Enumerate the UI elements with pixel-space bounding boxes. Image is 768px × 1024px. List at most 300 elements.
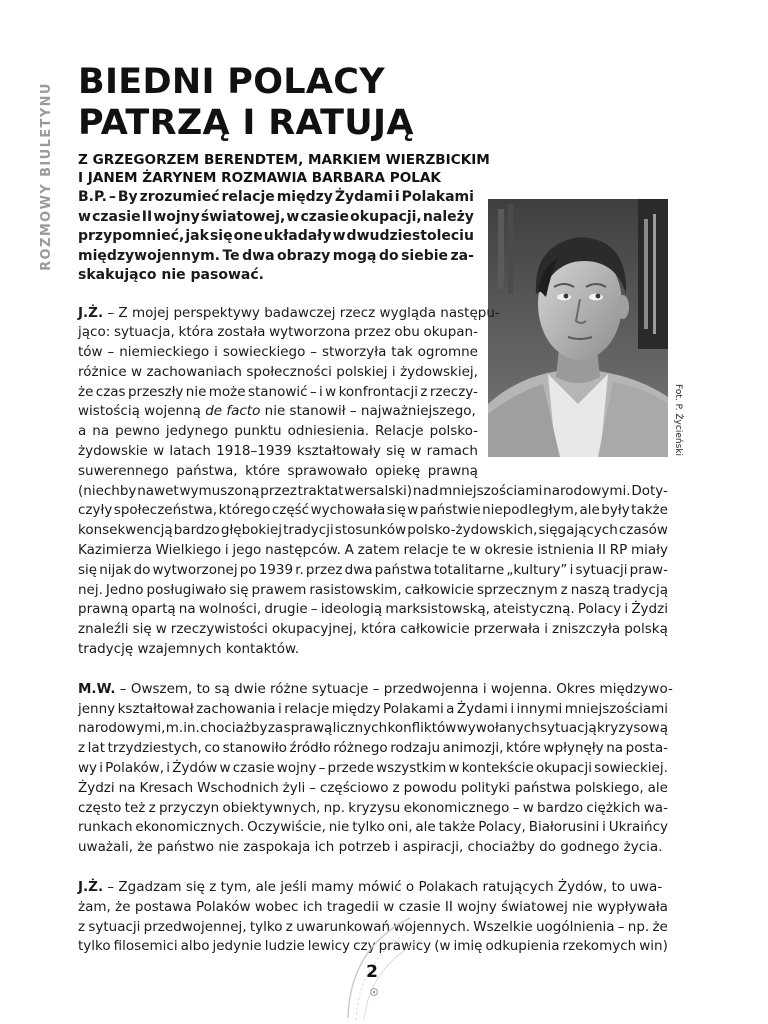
word: też xyxy=(124,799,146,816)
word: na xyxy=(606,740,624,757)
word: nawet xyxy=(137,482,179,499)
word: np. xyxy=(627,918,650,935)
word: ale xyxy=(579,502,600,519)
word: międzywojennym. xyxy=(78,247,220,264)
word: i xyxy=(166,760,170,777)
word: i xyxy=(99,760,103,777)
word: się xyxy=(132,621,152,638)
word: sprzecznym xyxy=(476,581,558,598)
word: żydowskie xyxy=(78,443,148,460)
para-line xyxy=(78,561,668,581)
word: „kultury” xyxy=(506,561,568,578)
word: runkach xyxy=(78,819,133,836)
word: lat xyxy=(87,740,105,757)
word: stanowić xyxy=(247,383,308,400)
word: się xyxy=(229,581,249,598)
word: że xyxy=(115,898,131,915)
word: (w xyxy=(434,938,451,955)
photo-credit-text: Fot. P. Życieński xyxy=(673,384,684,456)
word: okupan- xyxy=(423,324,478,341)
word: Wschodnich xyxy=(197,779,279,796)
word: polskiej xyxy=(336,363,388,380)
para-line xyxy=(78,422,478,442)
para-line xyxy=(78,878,668,898)
word: win) xyxy=(639,938,668,955)
word: wszystkim xyxy=(376,760,447,777)
word: rodzaju xyxy=(390,740,440,757)
word: częściowo xyxy=(319,779,389,796)
subtitle-line-1: Z GRZEGORZEM BERENDTEM, MARKIEM WIERZBICKIM xyxy=(78,152,490,168)
word: nej. xyxy=(78,581,103,598)
para-line: uważali, że państwo nie zaspokaja ich potrzeb i aspiracji, chociażby do godnego życia. xyxy=(78,839,663,856)
intro-line xyxy=(78,188,474,208)
answer-mw xyxy=(78,680,673,858)
para-line xyxy=(78,521,668,541)
word: bardzo xyxy=(537,799,584,816)
intro-line: skakująco nie pasować. xyxy=(78,267,264,283)
word: i xyxy=(544,621,548,638)
speaker-label: M.W. xyxy=(78,680,116,697)
word: nie xyxy=(572,898,593,915)
word: przyczyn xyxy=(158,799,220,816)
word: Polacy, xyxy=(478,819,526,836)
subtitle-line-2: I JANEM ŻARYNEM ROZMAWIA BARBARA POLAK xyxy=(78,170,441,186)
word: została xyxy=(217,324,266,341)
word: – xyxy=(310,601,318,618)
word: Polaków, xyxy=(105,760,165,777)
word: sowieckiego xyxy=(222,344,306,361)
word: przez xyxy=(305,561,343,578)
para-line xyxy=(78,482,668,502)
word: do xyxy=(378,247,399,264)
word: i xyxy=(602,819,606,836)
word: z xyxy=(78,918,86,935)
word: z xyxy=(285,918,293,935)
para-line-text: wistością wojenną xyxy=(78,403,206,420)
word: przeszły xyxy=(127,383,184,400)
para-line xyxy=(78,402,478,422)
word: np. xyxy=(323,799,346,816)
word: jąco: xyxy=(78,324,111,341)
word: wolności, xyxy=(198,601,262,618)
word: relacje xyxy=(284,700,330,717)
word: w xyxy=(407,502,419,519)
word: te xyxy=(452,542,466,559)
title-line-2: PATRZĄ I RATUJĄ xyxy=(78,103,414,143)
word: latach xyxy=(169,443,211,460)
word: kryzysową xyxy=(596,720,668,737)
word: się xyxy=(386,443,406,460)
para-line xyxy=(78,799,668,819)
word: nie xyxy=(185,383,207,400)
word: nie xyxy=(328,819,350,836)
word: Wszelkie xyxy=(473,918,533,935)
word: i xyxy=(569,561,574,578)
word: okupacji xyxy=(536,760,592,777)
word: z xyxy=(78,740,86,757)
word: że xyxy=(78,383,94,400)
para-line xyxy=(78,363,478,383)
word: postawa xyxy=(134,898,192,915)
word: i xyxy=(224,542,229,559)
word: bardzo xyxy=(173,522,220,539)
word: odniesienia. xyxy=(287,423,370,440)
word: wobec xyxy=(254,898,299,915)
word: narodowymi. xyxy=(543,482,631,499)
section-tag xyxy=(30,74,62,278)
word: jego xyxy=(232,542,262,559)
word: polskiego, xyxy=(575,779,644,796)
word: także xyxy=(631,502,668,519)
word: dwa xyxy=(242,247,275,264)
word: II xyxy=(444,898,453,915)
word: prawną xyxy=(427,462,478,479)
word: wytworzonej xyxy=(152,561,238,578)
word: i xyxy=(391,363,396,380)
word: sprawą xyxy=(283,720,333,737)
para-line xyxy=(78,462,478,482)
word: rasistowskim, xyxy=(309,581,402,598)
word: traktat xyxy=(297,482,344,499)
intro-line xyxy=(78,227,474,247)
word: lewicy xyxy=(307,938,351,955)
word: z xyxy=(420,383,428,400)
word: państwa, xyxy=(176,462,238,479)
intro-line xyxy=(78,208,474,228)
word: także xyxy=(438,819,476,836)
word: ludzie xyxy=(264,938,305,955)
word: relacje xyxy=(221,189,275,205)
word: niemieckiego xyxy=(119,344,210,361)
word: sytuacji xyxy=(575,561,628,578)
word: czas xyxy=(95,383,126,400)
word: opiekę xyxy=(375,462,421,479)
word: mniejszościami xyxy=(439,482,543,499)
word: zniszczyła xyxy=(552,621,621,638)
para-line xyxy=(78,680,673,700)
word: obiektywnych, xyxy=(222,799,321,816)
word: licznych xyxy=(332,720,388,737)
para-line xyxy=(78,818,668,838)
word: powodu xyxy=(403,779,457,796)
word: czasie xyxy=(398,898,441,915)
speaker-label: J.Ż. xyxy=(78,879,104,896)
word: państwie xyxy=(419,502,481,519)
word: tradycji xyxy=(283,522,334,539)
word: filosemici xyxy=(113,938,178,955)
word: rzeczywistości xyxy=(170,621,268,638)
word: zachowaniach xyxy=(146,363,242,380)
word: – xyxy=(318,760,326,777)
word: istnienia xyxy=(536,542,595,559)
word: ekonomicznych. xyxy=(135,819,245,836)
word: uwarunkowań xyxy=(296,918,391,935)
word: sowieckiej. xyxy=(594,760,668,777)
word: Polacy xyxy=(577,601,622,618)
para-line xyxy=(78,759,668,779)
word: Kazimierza xyxy=(78,542,152,559)
para-line xyxy=(78,620,668,640)
word: trzydziestych, xyxy=(107,740,202,757)
word: kontekście xyxy=(461,760,534,777)
article-subtitle xyxy=(78,151,598,187)
word: należy xyxy=(422,208,474,225)
word: tów xyxy=(78,344,103,361)
word: i xyxy=(278,700,282,717)
word: Polaków xyxy=(195,898,251,915)
word: RP xyxy=(609,542,628,559)
word: oni, xyxy=(387,819,413,836)
word: rzeczy- xyxy=(429,383,478,400)
article-body xyxy=(78,188,672,957)
word: Żydzi xyxy=(78,779,115,796)
word: drugie xyxy=(264,601,308,618)
para-line xyxy=(78,719,668,739)
word: rzekomych xyxy=(562,938,637,955)
word: wytworzona xyxy=(269,324,351,341)
intro-question xyxy=(78,188,474,286)
word: – xyxy=(107,344,115,361)
word: Te xyxy=(222,247,240,264)
word: układały xyxy=(263,228,332,244)
word: – xyxy=(108,189,116,205)
word: wychowała xyxy=(310,502,386,519)
para-line xyxy=(78,501,668,521)
word: może xyxy=(208,383,246,400)
word: z xyxy=(148,799,156,816)
word: w xyxy=(219,760,231,777)
word: tylko xyxy=(249,918,283,935)
word: się xyxy=(209,228,233,244)
word: stanowiło xyxy=(222,740,287,757)
word: w xyxy=(410,443,422,460)
word: zrozumieć xyxy=(139,189,220,205)
word: dwa xyxy=(344,561,373,578)
word: albo xyxy=(180,938,210,955)
word: sytuacją xyxy=(540,720,597,737)
word: konfrontacji xyxy=(338,383,419,400)
word: A xyxy=(344,542,354,559)
word: siebie xyxy=(401,247,449,264)
word: w xyxy=(383,898,395,915)
word: się xyxy=(78,561,98,578)
word: totalitarne xyxy=(433,561,505,578)
word: w xyxy=(131,363,143,380)
word: (niechby xyxy=(78,482,137,499)
word: w xyxy=(469,542,481,559)
word: one xyxy=(233,228,263,244)
word: światowej, xyxy=(200,208,286,225)
word: B.P. xyxy=(78,189,107,205)
word: kształtował xyxy=(117,700,194,717)
word: co xyxy=(204,740,221,757)
para-line xyxy=(78,541,668,561)
word: w xyxy=(332,228,346,244)
word: wpłynęły xyxy=(543,740,604,757)
para-line xyxy=(78,700,668,720)
word: tak xyxy=(391,344,413,361)
word: sięgających xyxy=(538,522,618,539)
word: światowej xyxy=(501,898,568,915)
word: wojny xyxy=(153,208,200,225)
word: zachowania xyxy=(196,700,276,717)
word: wersalski) xyxy=(344,482,413,499)
word: stosunków xyxy=(334,522,407,539)
word: i xyxy=(624,601,629,618)
word: tragedii xyxy=(326,898,379,915)
word: czasie xyxy=(92,208,141,225)
word: miały xyxy=(630,542,668,559)
word: By xyxy=(117,189,138,205)
word: były xyxy=(601,502,630,519)
word: ciężkich xyxy=(586,799,641,816)
word: sytuacji xyxy=(88,918,141,935)
para-line-text: – Z mojej perspektywy badawczej rzecz wygląda następu- xyxy=(103,304,500,321)
word: polsko- xyxy=(429,423,478,440)
word: obrazy xyxy=(277,247,331,264)
word: przerwała xyxy=(473,621,541,638)
word: konfliktów xyxy=(387,720,457,737)
word: mogą xyxy=(332,247,377,264)
para-line xyxy=(78,739,668,759)
word: za- xyxy=(450,247,474,264)
word: relacje xyxy=(403,542,449,559)
word: sytuacja, xyxy=(113,324,175,341)
word: posta- xyxy=(625,740,668,757)
word: a xyxy=(446,700,455,717)
word: żyli xyxy=(282,779,306,796)
word: między xyxy=(276,189,333,205)
word: obu xyxy=(394,324,420,341)
word: Oczywiście, xyxy=(247,819,326,836)
word: żydowskiej, xyxy=(400,363,478,380)
word: wymuszoną xyxy=(179,482,260,499)
word: czasie xyxy=(300,208,350,225)
para-line-text: nie stanowił – najważniejszego, xyxy=(260,403,476,420)
word: II xyxy=(141,208,153,225)
section-tag-label: ROZMOWY BIULETYNU xyxy=(38,81,54,271)
word: marksistowską, xyxy=(385,601,490,618)
word: która xyxy=(361,621,397,638)
word: różnice xyxy=(78,363,127,380)
word: m.in. xyxy=(165,720,200,737)
word: i xyxy=(214,344,218,361)
word: Żydami xyxy=(334,189,393,205)
para-line xyxy=(78,323,478,343)
word: – xyxy=(309,779,316,796)
word: przez xyxy=(260,482,297,499)
word: z xyxy=(392,779,400,796)
para-line xyxy=(78,442,478,462)
word: mniejszościami xyxy=(564,700,668,717)
word: część xyxy=(271,502,310,519)
word: głębokiej xyxy=(220,522,283,539)
word: między xyxy=(331,700,381,717)
word: państwa xyxy=(374,561,432,578)
word: okupacji, xyxy=(350,208,422,225)
word: czy xyxy=(353,938,376,955)
word: jak xyxy=(185,228,209,244)
word: naszą xyxy=(570,581,610,598)
word: z xyxy=(560,581,568,598)
word: w xyxy=(448,760,460,777)
word: ekonomicznego xyxy=(403,799,510,816)
word: i xyxy=(319,383,323,400)
word: suwerennego xyxy=(78,462,169,479)
word: znaleźli xyxy=(78,621,129,638)
word: Polakami xyxy=(383,700,444,717)
word: 1918–1939 xyxy=(216,443,292,460)
word: czasie xyxy=(232,760,275,777)
word: 1939 xyxy=(258,561,294,578)
word: ogromne xyxy=(417,344,478,361)
word: że xyxy=(652,918,668,935)
word: które xyxy=(506,740,541,757)
word: społeczności xyxy=(246,363,332,380)
word: innymi xyxy=(516,700,563,717)
word: chociażby xyxy=(200,720,268,737)
latin-phrase: de facto xyxy=(205,403,261,420)
word: opartą xyxy=(131,601,176,618)
word: posługiwało xyxy=(146,581,227,598)
word: stworzyła xyxy=(321,344,387,361)
word: w xyxy=(325,383,337,400)
word: zatem xyxy=(357,542,400,559)
word: przedwojennej, xyxy=(143,918,247,935)
word: na xyxy=(118,779,136,796)
word: odkupienia xyxy=(485,938,560,955)
word: się xyxy=(386,502,406,519)
word: r. xyxy=(295,561,304,578)
word: okupacyjnej, xyxy=(271,621,357,638)
word: prawicy xyxy=(378,938,432,955)
para-line: tradycję wzajemnych kontaktów. xyxy=(78,641,300,658)
word: wy xyxy=(78,760,98,777)
word: jenny xyxy=(78,700,116,717)
word: państwa xyxy=(514,779,572,796)
word: – xyxy=(309,383,317,400)
word: i xyxy=(510,700,515,717)
word: imię xyxy=(453,938,483,955)
word: tylko xyxy=(352,819,385,836)
word: przypomnieć, xyxy=(78,228,185,244)
word: ideologią xyxy=(320,601,383,618)
word: całkowicie xyxy=(400,621,470,638)
word: nad xyxy=(412,482,439,499)
word: polityki xyxy=(460,779,511,796)
para-line xyxy=(78,383,478,403)
word: czasów xyxy=(618,522,668,539)
word: tradycją xyxy=(612,581,668,598)
intro-line xyxy=(78,247,474,267)
word: żam, xyxy=(78,898,111,915)
page-number: 2 xyxy=(366,962,378,982)
word: prawem xyxy=(251,581,307,598)
word: wojny xyxy=(457,898,497,915)
word: pewno xyxy=(115,423,160,440)
word: ale xyxy=(647,779,668,796)
word: kształtowały xyxy=(296,443,381,460)
word: do xyxy=(133,561,151,578)
word: różnego xyxy=(333,740,388,757)
word: niepodległym, xyxy=(482,502,579,519)
word: czyły xyxy=(78,502,113,519)
word: a xyxy=(78,423,87,440)
word: w xyxy=(78,208,91,225)
speaker-label: J.Ż. xyxy=(78,304,104,321)
word: jedynie xyxy=(212,938,262,955)
word: które xyxy=(245,462,281,479)
